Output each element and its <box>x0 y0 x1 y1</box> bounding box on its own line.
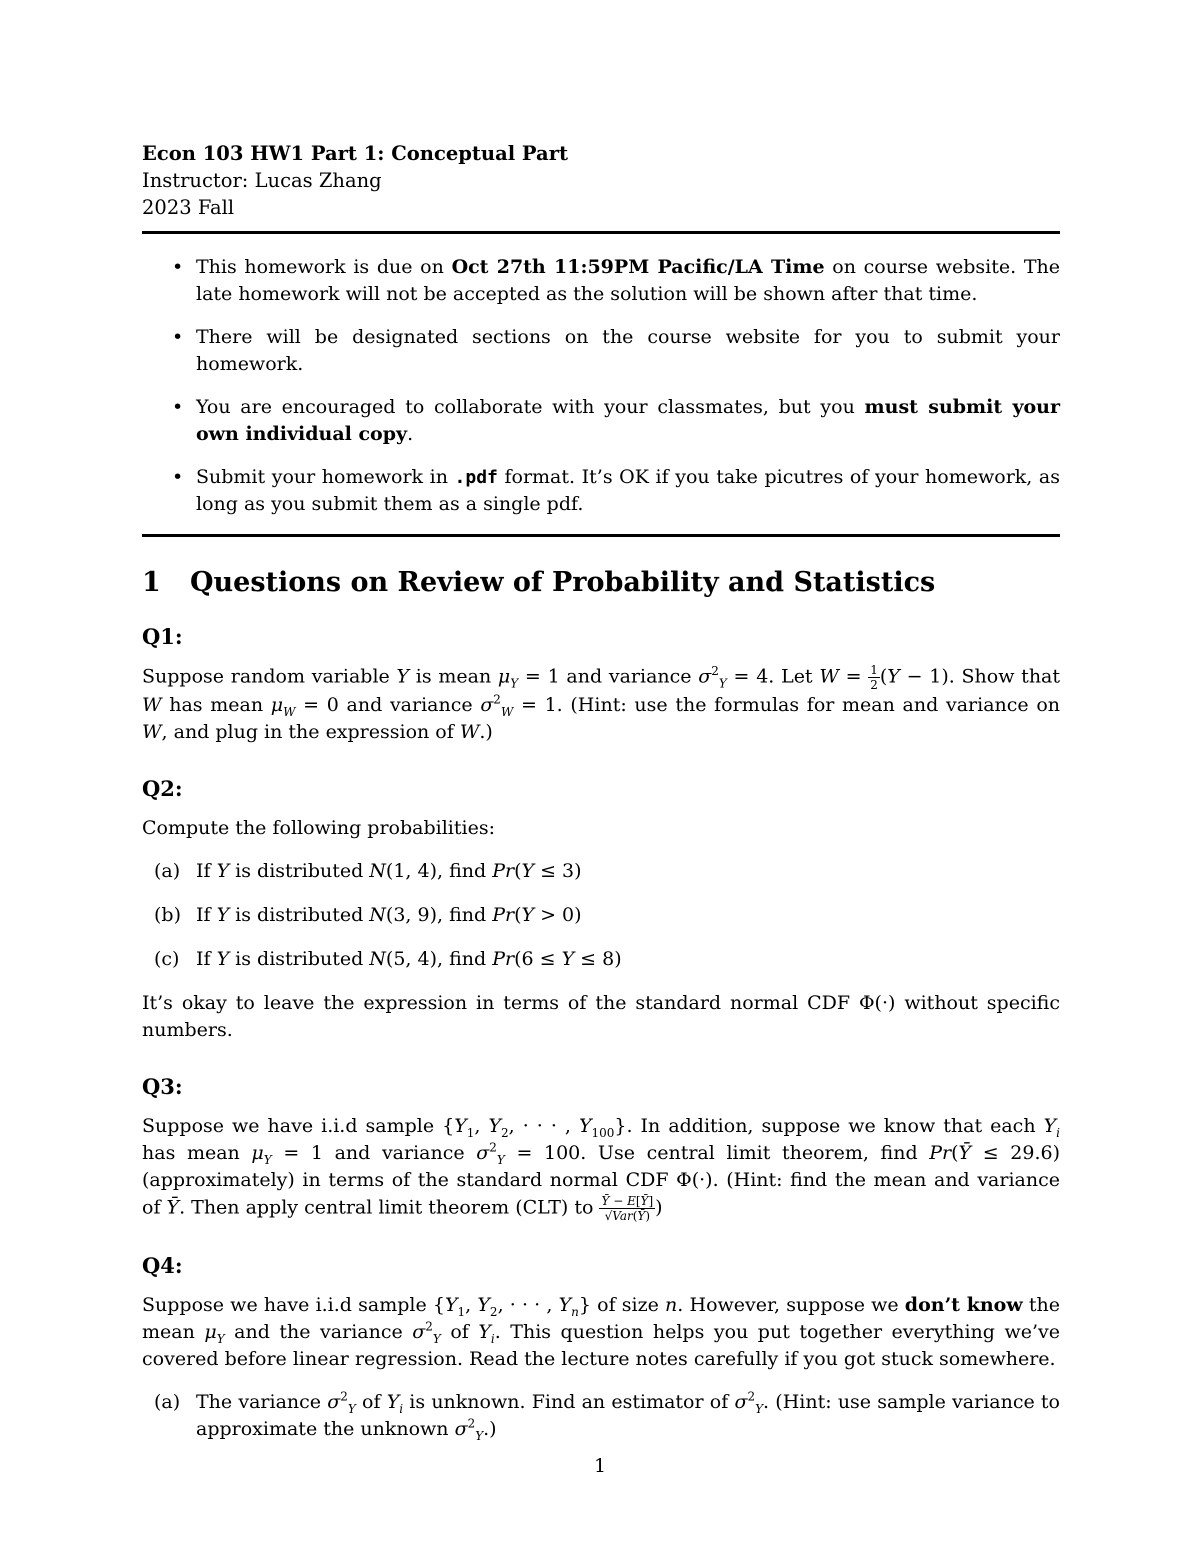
q1-heading: Q1: <box>142 624 183 649</box>
document-page <box>142 140 1060 1460</box>
q4-item-a: (a) The variance $\sigma^2_Y$ of $Y_i$ is unknown. Find an estimator of $\sigma^2_Y$. (Hint: use sample variance to approximate the unknown $\sigma^2_Y$.) <box>154 1389 1060 1443</box>
due-date-emphasis: Oct 27th 11:59PM Pacific/LA Time <box>451 256 825 278</box>
q2-intro: Compute the following probabilities: <box>142 817 495 839</box>
q4-list <box>142 1389 1060 1443</box>
instruction-submission-sections: • There will be designated sections on the course website for you to submit your homework. <box>172 326 1060 375</box>
pdf-format-code: .pdf <box>454 467 498 488</box>
section-title: Questions on Review of Probability and Statistics <box>190 567 936 598</box>
page-number: 1 <box>593 1455 607 1477</box>
q2-note: It’s okay to leave the expression in terms of the standard normal CDF Φ(·) without specific numbers. <box>142 992 1060 1041</box>
dont-know-emphasis: don’t know <box>904 1294 1023 1316</box>
instructions-list <box>142 254 1060 518</box>
instruction-due-date: • This homework is due on Oct 27th 11:59PM Pacific/LA Time on course website. The late homework will not be accepted as the solution will be shown after that time. <box>172 256 1060 305</box>
individual-copy-emphasis: must submit your own individual copy <box>196 396 1060 445</box>
term-line: 2023 Fall <box>142 196 235 219</box>
section-heading <box>142 567 1060 598</box>
instructor-line: Instructor: Lucas Zhang <box>142 169 382 192</box>
q2-list <box>142 858 1060 973</box>
q2-heading: Q2: <box>142 776 183 801</box>
instruction-format: • Submit your homework in .pdf format. It’s OK if you take picutres of your homework, as long as you submit them as a single pdf. <box>172 466 1060 515</box>
document-title: Econ 103 HW1 Part 1: Conceptual Part <box>142 142 568 165</box>
q2-item-a: (a) If Y is distributed N(1, 4), find Pr(Y ≤ 3) <box>154 860 582 882</box>
bottom-divider <box>142 534 1060 537</box>
top-divider <box>142 231 1060 234</box>
q4-text: Suppose we have i.i.d sample {$Y_1$, $Y_2$, · · · , $Y_n$} of size n. However, suppose we don’t know the mean $\mu_Y$ and the variance $\sigma^2_Y$ of $Y_i$. This question helps you put together everything we’ve covered before linear regression. Read the lecture notes carefully if you got stuck somewhere. <box>142 1294 1061 1370</box>
q1-text: Suppose random variable Y is mean $\mu_Y = 1$ and variance $\sigma^2_Y = 4$. Let W = $\frac{1}{2}$ (Y − 1). Show that W has mean $\mu_W = 0$ and variance $\sigma^2_W = 1$. (Hint: use the formulas for mean and variance on W, and plug in the expression of W.) <box>142 663 1061 743</box>
q2-item-b: (b) If Y is distributed N(3, 9), find Pr(Y > 0) <box>154 904 582 926</box>
section-number: 1 <box>142 567 161 598</box>
q3-heading: Q3: <box>142 1074 183 1099</box>
q4-heading: Q4: <box>142 1253 183 1278</box>
q3-text: Suppose we have i.i.d sample {$Y_1$, $Y_2$, · · · , $Y_{100}$}. In addition, suppose we know that each $Y_i$ has mean $\mu_Y = 1$ and variance $\sigma^2_Y = 100$. Use central limit theorem, find Pr(Ȳ ≤ 29.6) (approximately) in terms of the standard normal CDF Φ(·). (Hint: find the mean and variance of Ȳ. Then apply central limit theorem (CLT) to $\frac{Ȳ - E[Ȳ]}{\text{√Var(Ȳ)}}$ ) <box>142 1115 1060 1223</box>
q2-item-c: (c) If Y is distributed N(5, 4), find Pr(6 ≤ Y ≤ 8) <box>154 948 622 970</box>
instruction-collaboration: • You are encouraged to collaborate with your classmates, but you must submit your own individual copy. <box>172 396 1060 445</box>
document-header <box>142 140 1060 221</box>
